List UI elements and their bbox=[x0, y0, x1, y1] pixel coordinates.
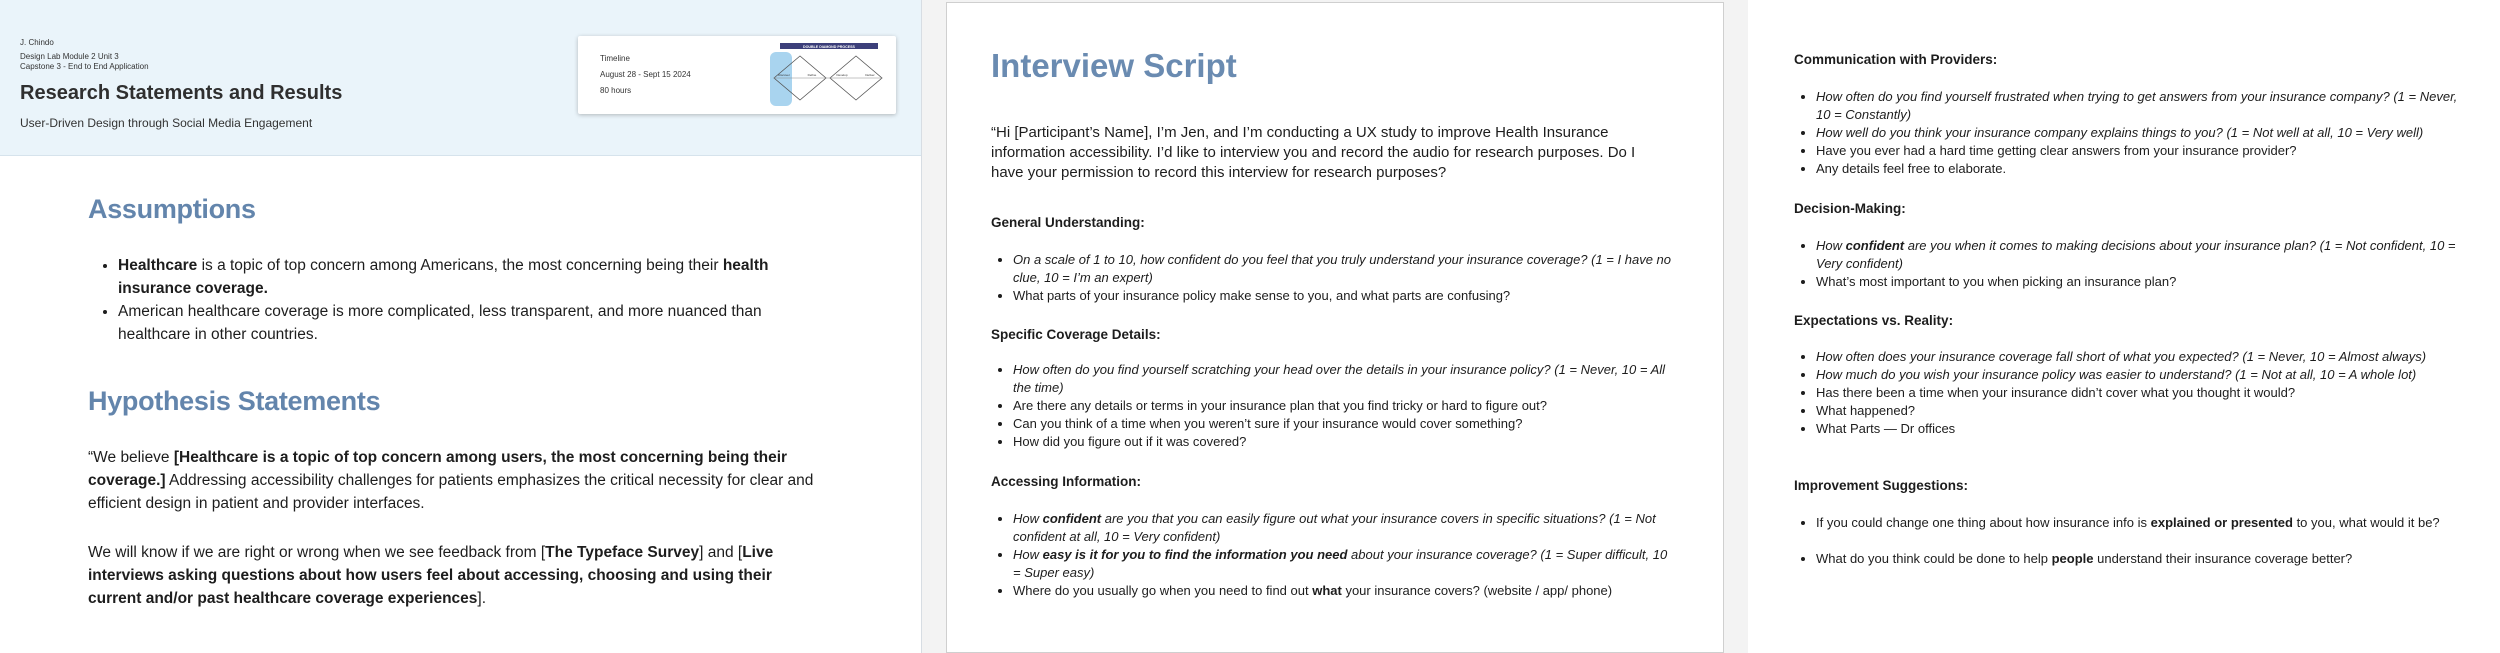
double-diamond-diagram bbox=[770, 42, 888, 108]
list-item: • How did you figure out if it was covered? bbox=[1013, 433, 1671, 451]
list-item: • Healthcare is a topic of top concern among Americans, the most concerning being their health insurance coverage. bbox=[118, 254, 836, 300]
specific-coverage-heading: Specific Coverage Details: bbox=[991, 327, 1161, 342]
page-title: Research Statements and Results bbox=[20, 82, 343, 104]
list-item: • On a scale of 1 to 10, how confident do you feel that you truly understand your insurance coverage? (1 = I have no clue, 10 = I’m an expert) bbox=[1013, 251, 1671, 287]
timeline-hours: 80 hours bbox=[600, 86, 632, 95]
assumptions-list bbox=[96, 254, 836, 346]
diagram-title: DOUBLE DIAMOND PROCESS bbox=[803, 45, 855, 49]
author-name: J. Chindo bbox=[20, 38, 54, 47]
list-item: • What Parts — Dr offices bbox=[1816, 420, 2474, 438]
expectations-heading: Expectations vs. Reality: bbox=[1794, 313, 1954, 328]
list-item: • What parts of your insurance policy make sense to you, and what parts are confusing? bbox=[1013, 287, 1671, 305]
hypothesis-paragraph-2: We will know if we are right or wrong when we see feedback from [The Typeface Survey] and [Live interviews asking questions about how users feel about accessing, choosing and using their current and/or past healthcare coverage experiences]. bbox=[88, 544, 774, 607]
diagram-label-discover: Discover bbox=[778, 73, 790, 77]
interview-intro: “Hi [Participant’s Name], I’m Jen, and I’m conducting a UX study to improve Health Insurance information accessibility. I’d like to interview you and record the audio for research purposes. Do I have your permission to record this interview for research purposes? bbox=[991, 124, 1636, 181]
diagram-highlight bbox=[770, 52, 792, 106]
list-item: • What’s most important to you when picking an insurance plan? bbox=[1816, 273, 2474, 291]
communication-list bbox=[1794, 88, 2474, 178]
accessing-information-list bbox=[991, 510, 1671, 600]
assumptions-heading: Assumptions bbox=[88, 194, 256, 224]
list-item: • How confident are you that you can easily figure out what your insurance covers in specific situations? (1 = Not confident at all, 10 = Very confident) bbox=[1013, 510, 1671, 546]
page-header bbox=[0, 0, 922, 156]
improvement-heading: Improvement Suggestions: bbox=[1794, 478, 1969, 493]
capstone-label: Capstone 3 - End to End Application bbox=[20, 62, 149, 71]
list-item: • What do you think could be done to help people understand their insurance coverage better? bbox=[1816, 550, 2474, 568]
list-item: • Has there been a time when your insurance didn’t cover what you thought it would? bbox=[1816, 384, 2474, 402]
diagram-label-define: Define bbox=[807, 73, 817, 77]
list-item: • What happened? bbox=[1816, 402, 2474, 420]
decision-making-heading: Decision-Making: bbox=[1794, 201, 1906, 216]
communication-heading: Communication with Providers: bbox=[1794, 52, 1998, 67]
research-statements-page bbox=[0, 0, 922, 653]
decision-making-list bbox=[1794, 237, 2474, 291]
list-item: • If you could change one thing about how insurance info is explained or presented to you, what would it be? bbox=[1816, 514, 2474, 532]
diagram-label-deliver: Deliver bbox=[865, 73, 875, 77]
list-item: • How often do you find yourself frustrated when trying to get answers from your insurance company? (1 = Never, 10 = Constantly) bbox=[1816, 88, 2474, 124]
improvement-list bbox=[1794, 514, 2474, 568]
hypothesis-heading: Hypothesis Statements bbox=[88, 386, 381, 416]
page-subtitle: User-Driven Design through Social Media Engagement bbox=[20, 116, 313, 130]
specific-coverage-list bbox=[991, 361, 1671, 451]
list-item: • American healthcare coverage is more complicated, less transparent, and more nuanced than healthcare in other countries. bbox=[118, 300, 836, 346]
module-label: Design Lab Module 2 Unit 3 bbox=[20, 52, 119, 61]
list-item: • Any details feel free to elaborate. bbox=[1816, 160, 2474, 178]
list-item: • Where do you usually go when you need to find out what your insurance covers? (website / app/ phone) bbox=[1013, 582, 1671, 600]
general-understanding-list bbox=[991, 251, 1671, 305]
timeline-card bbox=[578, 36, 896, 114]
general-understanding-heading: General Understanding: bbox=[991, 215, 1145, 230]
accessing-information-heading: Accessing Information: bbox=[991, 474, 1142, 489]
list-item: • Can you think of a time when you weren’t sure if your insurance would cover something? bbox=[1013, 415, 1671, 433]
expectations-list bbox=[1794, 348, 2474, 438]
list-item: • How often does your insurance coverage fall short of what you expected? (1 = Never, 10 = Almost always) bbox=[1816, 348, 2474, 366]
timeline-dates: August 28 - Sept 15 2024 bbox=[600, 70, 691, 79]
list-item: • Are there any details or terms in your insurance plan that you find tricky or hard to figure out? bbox=[1013, 397, 1671, 415]
hypothesis-paragraph-1: “We believe [Healthcare is a topic of top concern among users, the most concerning being their coverage.] Addressing accessibility challenges for patients emphasizes the critical necessity for clear and efficient design in patient and provider interfaces. bbox=[88, 449, 814, 512]
list-item: • How well do you think your insurance company explains things to you? (1 = Not well at all, 10 = Very well) bbox=[1816, 124, 2474, 142]
interview-script-page bbox=[946, 2, 1724, 653]
list-item: • Have you ever had a hard time getting clear answers from your insurance provider? bbox=[1816, 142, 2474, 160]
list-item: • How confident are you when it comes to making decisions about your insurance plan? (1 = Not confident, 10 = Very confident) bbox=[1816, 237, 2474, 273]
list-item: • How often do you find yourself scratching your head over the details in your insurance policy? (1 = Never, 10 = All the time) bbox=[1013, 361, 1671, 397]
timeline-label: Timeline bbox=[600, 54, 630, 63]
list-item: • How easy is it for you to find the information you need about your insurance coverage? (1 = Super difficult, 10 = Super easy) bbox=[1013, 546, 1671, 582]
list-item: • How much do you wish your insurance policy was easier to understand? (1 = Not at all, 10 = A whole lot) bbox=[1816, 366, 2474, 384]
interview-script-title: Interview Script bbox=[991, 47, 1237, 84]
diagram-label-develop: Develop bbox=[836, 73, 848, 77]
interview-questions-page bbox=[1748, 0, 2500, 653]
